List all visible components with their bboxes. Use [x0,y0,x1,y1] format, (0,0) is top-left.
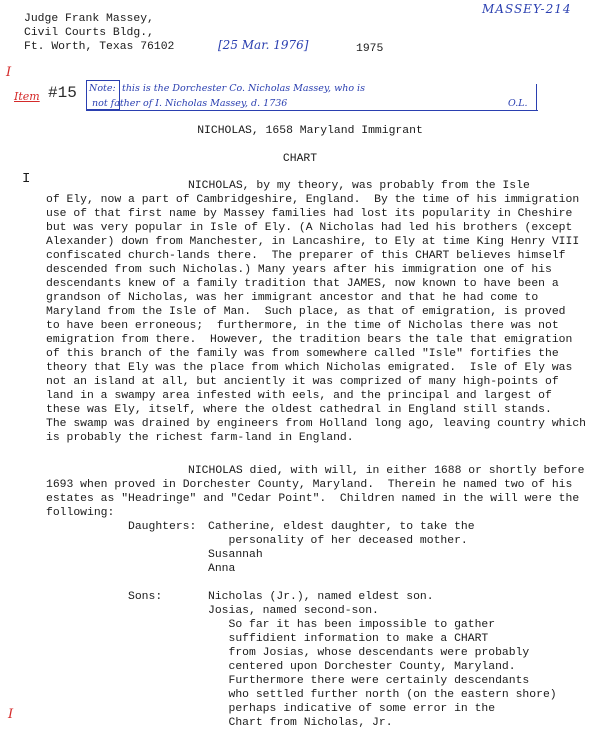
para1-line: descended from such Nicholas.) Many years after his immigration one of his [46,264,552,276]
note-initials: O.L. [508,98,528,109]
para1-line: grandson of Nicholas, was her immigrant ancestor and that he had come to [46,292,539,304]
note-label: Note: [89,83,116,94]
margin-mark-bottom: I [8,707,14,722]
sons-label: Sons: [128,591,163,603]
son-line: Furthermore there were certainly descendants [208,675,530,687]
handwritten-date: [25 Mar. 1976] [218,38,309,52]
son-line: centered upon Dorchester County, Maryland. [208,661,516,673]
note-underline [86,110,538,111]
note-line-1: this is the Dorchester Co. Nicholas Massey, who is [122,83,365,94]
para2-line: estates as "Headringe" and "Cedar Point". Children named in the will were the [46,493,580,505]
para1-line: use of that first name by Massey families had lost its popularity in Cheshire [46,208,573,220]
para1-line: NICHOLAS, by my theory, was probably from the Isle [188,180,530,192]
para1-line: these was Ely, itself, where the oldest cathedral in England still stands. [46,404,552,416]
para1-line: land in a swampy area infested with eels, and the principal and largest of [46,390,552,402]
document-year: 1975 [356,43,384,55]
son-line: Chart from Nicholas, Jr. [208,717,393,729]
son-line: So far it has been impossible to gather [208,619,496,631]
address-line-1: Judge Frank Massey, [24,13,154,25]
para2-line: NICHOLAS died, with will, in either 1688 or shortly before [188,465,585,477]
son-line: Josias, named second-son. [208,605,379,617]
daughters-label: Daughters: [128,521,197,533]
para1-line: not an island at all, but anciently it was comprized of many high-points of [46,376,559,388]
item-label: Item [14,90,40,103]
para1-line: is probably the richest farm-land in England. [46,432,354,444]
son-line: who settled further north (on the eastern shore) [208,689,557,701]
para1-line: of this branch of the family was from somewhere called "Isle" fortifies the [46,348,559,360]
son-line: Nicholas (Jr.), named eldest son. [208,591,434,603]
address-line-2: Civil Courts Bldg., [24,27,154,39]
item-number: #15 [48,84,77,102]
margin-mark-left: I [22,171,31,187]
para1-line: to have been erroneous; furthermore, in the time of Nicholas there was not [46,320,559,332]
para1-line: of Ely, now a part of Cambridgeshire, England. By the time of his immigration [46,194,580,206]
document-title: NICHOLAS, 1658 Maryland Immigrant [197,125,423,137]
son-line: from Josias, whose descendants were probably [208,647,530,659]
para2-line: 1693 when proved in Dorchester County, Maryland. Therein he named two of his [46,479,573,491]
para1-line: but was very popular in Isle of Ely. (A Nicholas had led his brothers (except [46,222,573,234]
daughter-line: Anna [208,563,236,575]
file-reference: MASSEY-214 [482,2,572,16]
daughter-line: Catherine, eldest daughter, to take the [208,521,475,533]
note-right-bracket [536,84,537,110]
margin-mark-top: I [6,65,12,80]
daughter-line: personality of her deceased mother. [208,535,468,547]
daughter-line: Susannah [208,549,263,561]
document-subtitle: CHART [282,153,318,165]
note-line-2: not father of I. Nicholas Massey, d. 1736 [92,98,288,109]
para1-line: emigration from there. However, the tradition bears the tale that emigration [46,334,573,346]
son-line: suffidient information to make a CHART [208,633,489,645]
para1-line: descendants knew of a family tradition that JAMES, now known to have been a [46,278,559,290]
para1-line: The swamp was drained by engineers from Holland long ago, leaving country which [46,418,587,430]
para1-line: Alexander) down from Manchester, in Lancashire, to Ely at time King Henry VIII [46,236,580,248]
para1-line: theory that Ely was the place from which Nicholas emigrated. Isle of Ely was [46,362,573,374]
address-line-3: Ft. Worth, Texas 76102 [24,41,175,53]
para1-line: confiscated church-lands there. The preparer of this CHART believes himself [46,250,566,262]
para2-line: following: [46,507,115,519]
son-line: perhaps indicative of some error in the [208,703,496,715]
para1-line: Maryland from the Isle of Man. Such place, as that of emigration, is proved [46,306,566,318]
